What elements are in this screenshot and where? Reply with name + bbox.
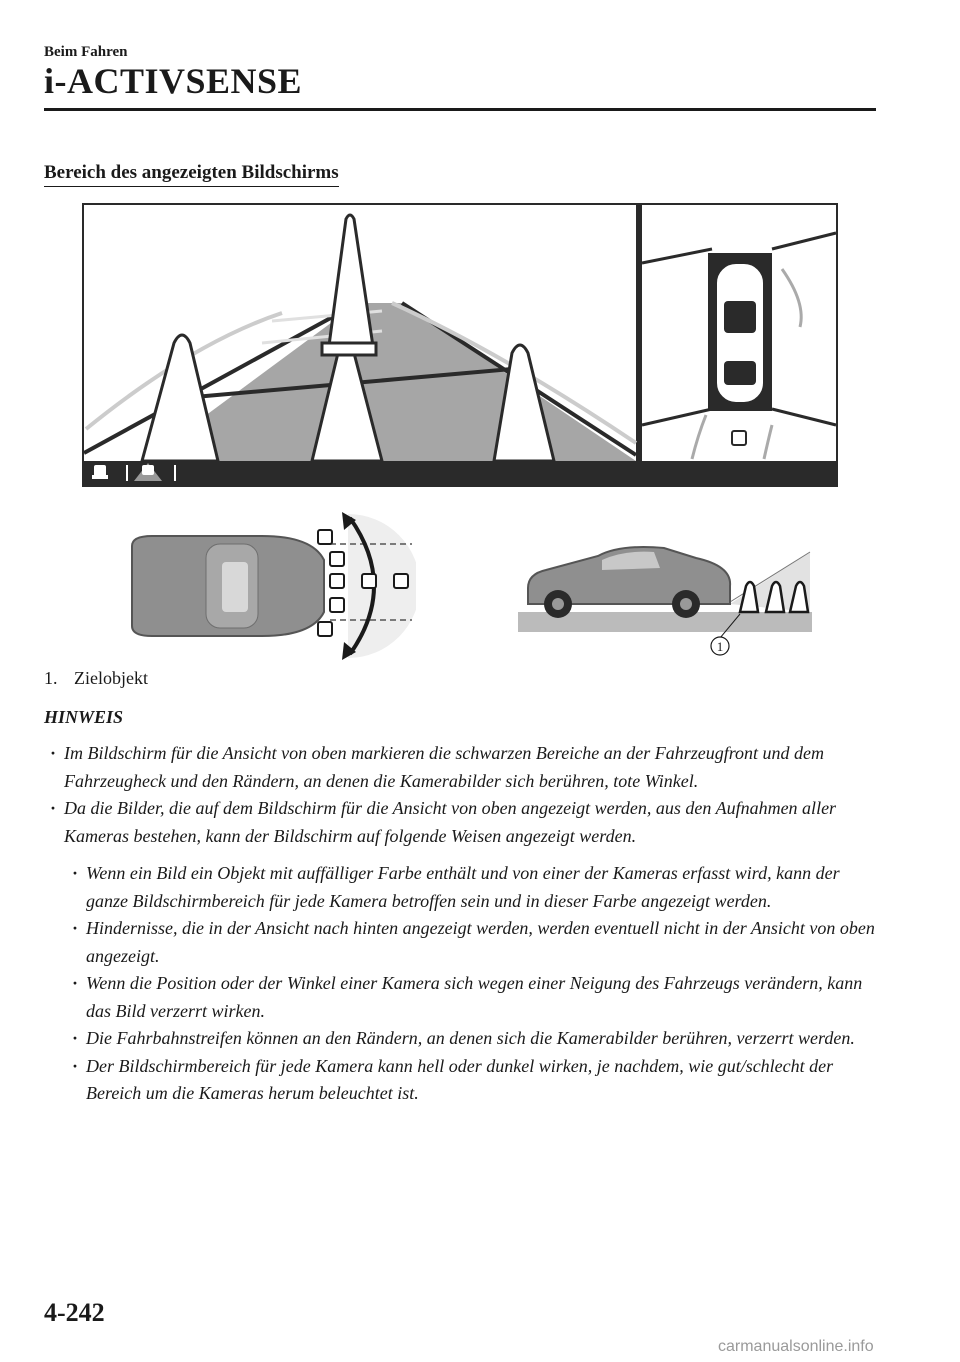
car-top-icon — [132, 536, 324, 636]
note-sub-bullet: · Der Bildschirmbereich für jede Kamera kann hell oder dunkel wirken, je nachdem, wie gut/schlecht der Bereich um die Kameras herum beleuchtet ist. — [66, 1053, 884, 1108]
sub-heading: Bereich des angezeigten Bildschirms — [44, 162, 339, 187]
note-bullet: · Im Bildschirm für die Ansicht von oben markieren die schwarzen Bereiche an der Fahrzeugfront und dem Fahrzeugheck und den Rändern, an denen die Kamerabilder sich berühren, tote Winkel. — [44, 740, 884, 795]
display-screen-illustration — [82, 203, 838, 487]
car-side-icon — [528, 547, 730, 618]
note-sub-bullet: · Die Fahrbahnstreifen können an den Rändern, an denen sich die Kamerabilder berühren, verzerrt werden. — [66, 1025, 884, 1053]
rear-view-camera-pane — [84, 205, 636, 461]
page-number: 4-242 — [44, 1298, 105, 1327]
note-sub-list — [66, 860, 884, 1108]
top-view-car-icon — [716, 263, 764, 403]
note-bullet: · Da die Bilder, die auf dem Bildschirm für die Ansicht von oben angezeigt werden, aus den Aufnahmen aller Kameras bestehen, kann der Bildschirm auf folgende Weisen angezeigt werden. — [44, 795, 884, 850]
note-sub-bullet: · Wenn die Position oder der Winkel einer Kamera sich wegen einer Neigung des Fahrzeugs verändern, kann das Bild verzerrt wirken. — [66, 970, 884, 1025]
vehicle-side-view-illustration — [514, 536, 814, 660]
figure-legend — [44, 668, 148, 689]
legend-number: 1. — [44, 668, 58, 688]
callout-marker-1: 1 — [716, 639, 724, 654]
screen-bottom-bar — [84, 461, 836, 485]
note-sub-bullet: · Wenn ein Bild ein Objekt mit auffälliger Farbe enthält und von einer der Kameras erfasst wird, kann der ganze Bildschirmbereich für jede Kamera betroffen sein und in dieser Farbe angezeigt werden. — [66, 860, 884, 915]
section-label: Beim Fahren — [44, 44, 128, 60]
note-sub-bullet: · Hindernisse, die in der Ansicht nach hinten angezeigt werden, werden eventuell nicht in der Ansicht von oben angezeigt. — [66, 915, 884, 970]
vehicle-top-view-illustration — [112, 508, 416, 664]
rear-view-mode-icon — [92, 465, 108, 479]
note-body — [44, 740, 884, 1108]
watermark: carmanualsonline.info — [718, 1338, 874, 1355]
top-view-camera-pane — [642, 205, 836, 461]
target-object-cones — [740, 582, 808, 612]
legend-text: Zielobjekt — [74, 668, 148, 688]
note-heading: HINWEIS — [44, 707, 124, 727]
header-rule — [44, 108, 876, 111]
chapter-title: i-ACTIVSENSE — [44, 61, 303, 101]
